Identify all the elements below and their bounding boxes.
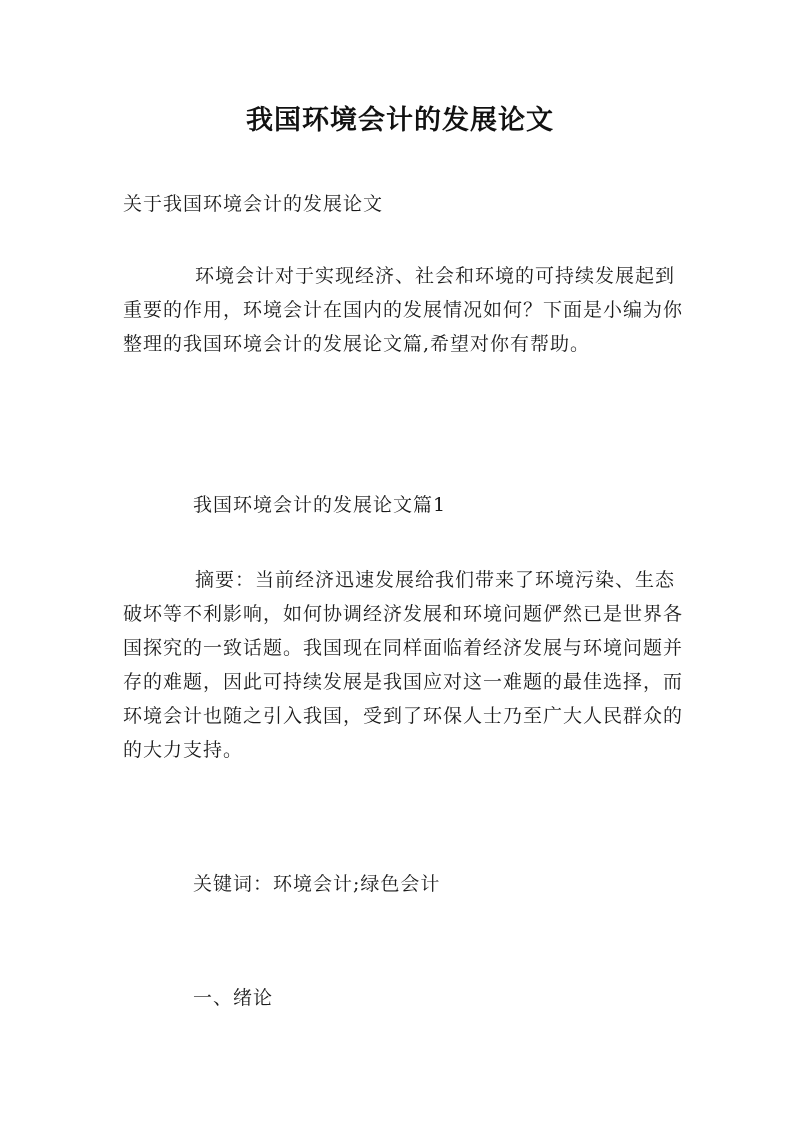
section-one-heading: 一、绪论 <box>193 987 274 1009</box>
keywords-line: 关键词：环境会计;绿色会计 <box>193 873 441 895</box>
article-heading: 我国环境会计的发展论文篇1 <box>193 494 447 516</box>
abstract-paragraph: 摘要：当前经济迅速发展给我们带来了环境污染、生态破坏等不利影响，如何协调经济发展和环境问题俨然已是世界各国探究的一致话题。我国现在同样面临着经济发展与环境问题并存的难题，因此可持续发展是我国应对这一难题的最佳选择，而环境会计也随之引入我国，受到了环保人士乃至广大人民群众的的大力支持。 <box>123 569 684 761</box>
document-title: 我国环境会计的发展论文 <box>246 105 554 136</box>
document-subtitle: 关于我国环境会计的发展论文 <box>123 193 384 215</box>
intro-paragraph: 环境会计对于实现经济、社会和环境的可持续发展起到重要的作用，环境会计在国内的发展情况如何？下面是小编为你整理的我国环境会计的发展论文篇,希望对你有帮助。 <box>123 265 684 355</box>
